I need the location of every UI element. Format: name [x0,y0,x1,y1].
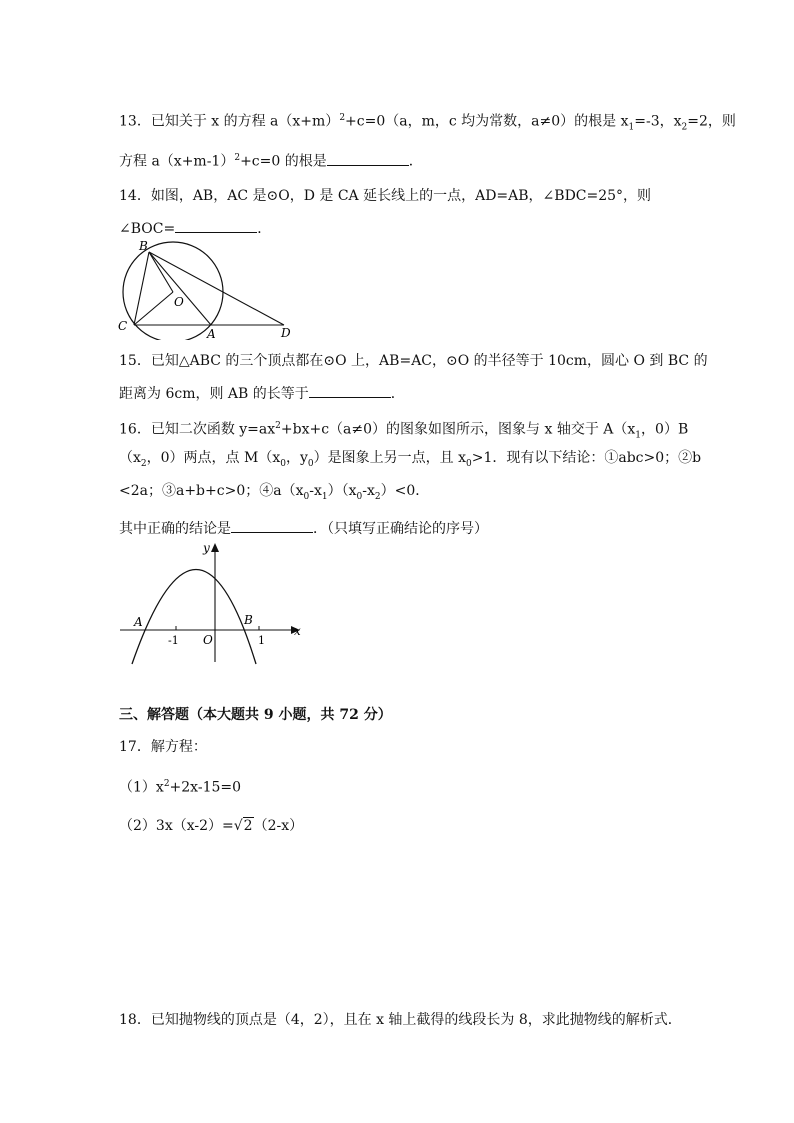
answer-blank-15[interactable] [309,383,391,398]
q16-text: ）是图象上另一点，且 x [313,450,466,466]
q17-text: （1）x [119,779,164,796]
q16-text: -x [362,483,375,499]
q16-line4 [119,518,488,539]
q17-text: （2）3x（x-2）= [119,818,234,834]
q13-text: =2，则 [687,113,736,130]
q13-sup: 2 [339,113,346,123]
label-a: A [207,327,216,340]
sqrt-radicand: 2 [243,818,253,834]
q15-text: ． [390,386,405,402]
q13-text: =-3，x [634,113,682,130]
q16-text: ）<0． [380,483,430,499]
label-neg1: -1 [168,634,179,647]
q13-line1 [119,108,736,137]
q16-sub: 0 [356,491,363,502]
q13-sup: 2 [234,153,241,163]
q14-text: ∠BOC= [119,221,176,237]
q16-text: ）（x [327,483,357,499]
label-a: A [134,615,143,629]
q15-line1: 15．已知△ABC 的三个顶点都在⊙O 上，AB=AC，⊙O 的半径等于 10cm，圆心 O 到 BC 的 [119,353,708,369]
q16-text: >1．现有以下结论：①abc>0；②b [471,450,702,466]
q17-sup: 2 [163,779,170,789]
q16-sub: 0 [303,491,310,502]
q16-text: ，0）B [641,421,689,438]
q18-text: 18．已知抛物线的顶点是（4，2），且在 x 轴上截得的线段长为 8，求此抛物线的解析式． [119,1012,682,1028]
q16-text: 16．已知二次函数 y=ax [119,421,276,438]
label-d: D [281,326,291,340]
sqrt-symbol: √ [233,818,243,834]
q13-text: 13．已知关于 x 的方程 a（x+m） [119,113,340,130]
q16-text: 其中正确的结论是 [119,521,231,537]
q16-sup: 2 [275,421,281,431]
label-b: B [139,239,148,253]
q16-sub: 0 [307,458,314,469]
q13-text: 方程 a（x+m-1） [119,153,235,170]
q16-sub: 1 [635,430,642,441]
answer-blank-16[interactable] [231,518,313,533]
q16-sub: 0 [280,458,286,469]
parabola-curve [132,570,256,665]
q13-text: +c=0 的根是 [240,153,327,170]
q13-sub: 2 [681,122,688,133]
q16-line2 [119,448,701,474]
label-y: y [203,541,210,555]
q14-text: ． [257,221,272,237]
q13-text: ． [408,153,423,170]
label-c: C [118,319,128,333]
section-heading: 三、解答题（本大题共 9 小题，共 72 分） [119,707,392,723]
answer-blank-13[interactable] [327,151,409,166]
q16-line3 [119,481,429,507]
q16-text: ，y [285,450,308,466]
answer-blank-14[interactable] [175,218,257,233]
q15-line2 [119,383,405,404]
q16-sub: 2 [374,491,381,502]
q17-part1 [119,774,241,798]
q16-text: ．（只填写正确结论的序号） [313,521,488,537]
label-o: O [174,295,184,309]
q16-sub: 2 [140,458,147,469]
q17-text: （2-x） [253,818,304,834]
q16-text: -x [309,483,322,499]
q16-text: ，0）两点，点 M（x [146,450,281,466]
segment-ba [149,252,211,325]
label-b: B [244,613,253,627]
q16-text: +bx+c（a≠0）的图象如图所示，图象与 x 轴交于 A（x [280,421,636,438]
circle-figure [114,238,294,340]
label-o: O [203,633,213,647]
q16-sub: 1 [321,491,328,502]
label-1: 1 [258,634,265,647]
q16-text: <2a；③a+b+c>0；④a（x [119,483,304,499]
q16-sub: 0 [465,458,472,469]
q17-title: 17．解方程： [119,739,207,755]
label-x: x [294,624,301,638]
q14-line1: 14．如图，AB，AC 是⊙O，D 是 CA 延长线上的一点，AD=AB，∠BDC=25°，则 [119,188,652,204]
q13-sub: 1 [628,122,635,133]
q14-line2 [119,218,271,239]
q13-line2 [119,148,423,172]
q13-text: +c=0（a，m，c 均为常数，a≠0）的根是 x [345,113,629,130]
q16-text: （x [119,450,141,466]
q15-text: 距离为 6cm，则 AB 的长等于 [119,386,309,402]
q16-line1 [119,416,688,445]
q17-part2 [119,816,303,836]
segment-bd [149,252,284,325]
y-axis-arrow [211,543,219,552]
q17-text: +2x-15=0 [169,779,242,796]
parabola-figure [116,540,304,666]
